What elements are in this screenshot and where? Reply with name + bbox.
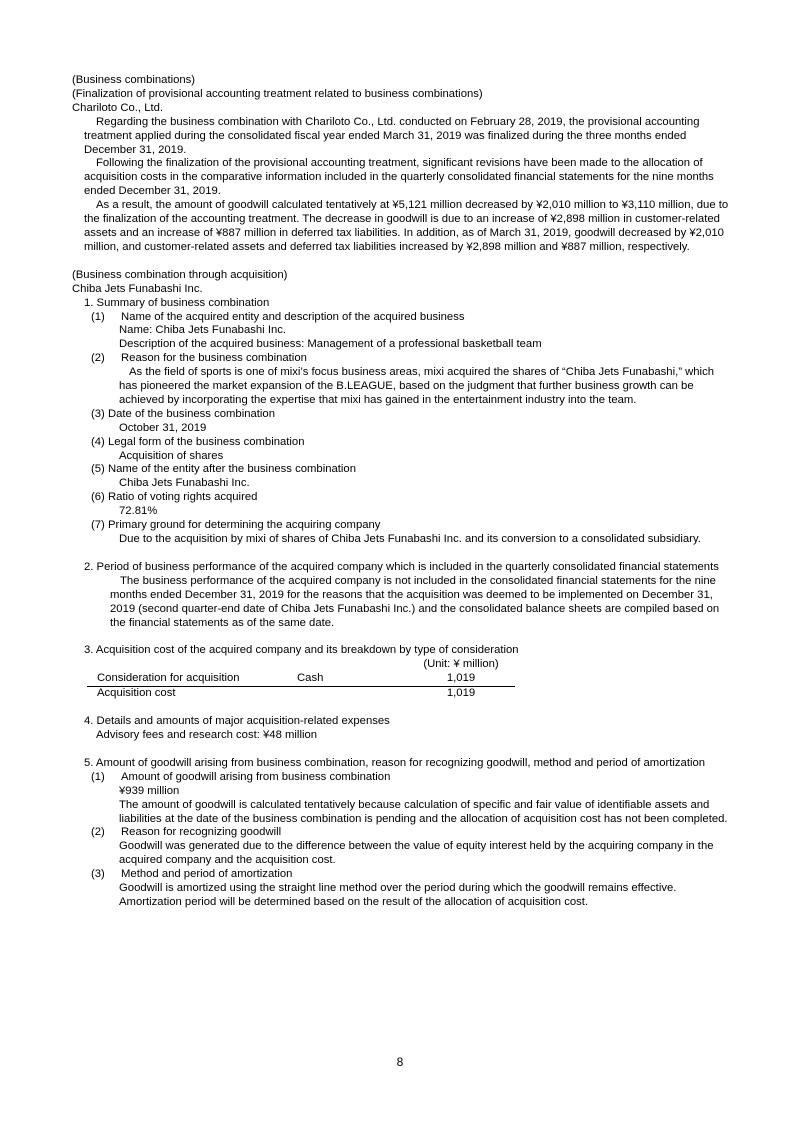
company-name: Chariloto Co., Ltd. — [72, 101, 164, 114]
item-title: 4. Details and amounts of major acquisition-related expenses — [84, 715, 390, 728]
section-subheading: (Finalization of provisional accounting treatment related to business combinations) — [72, 87, 483, 100]
company-name: Chiba Jets Funabashi Inc. — [72, 282, 203, 295]
acquisition-cost-table — [87, 658, 515, 701]
sub-item-title: (4) Legal form of the business combination — [91, 435, 305, 448]
sub-item-title: (5) Name of the entity after the business combination — [91, 463, 356, 476]
sub-item-text: Goodwill was generated due to the difference between the value of equity interest held by the acquiring company in the acquired company and the acquisition cost. — [119, 840, 714, 867]
paragraph: Regarding the business combination with Chariloto Co., Ltd. conducted on February 28, 2019, the provisional accounting treatment applied during the consolidated fiscal year ended March 31, 2019 was finalized during the three months ended December 31, 2019. — [84, 115, 700, 156]
sub-item-number: (1) — [91, 310, 105, 323]
section-heading: (Business combinations) — [72, 74, 196, 86]
section-heading: (Business combination through acquisition) — [72, 268, 288, 281]
item-title: 5. Amount of goodwill arising from business combination, reason for recognizing goodwill, method and period of amortization — [84, 756, 706, 769]
table-cell-value: 1,019 — [446, 687, 476, 700]
sub-item-title: (6) Ratio of voting rights acquired — [91, 491, 258, 504]
sub-item-title: Method and period of amortization — [121, 868, 293, 881]
table-cell-type: Cash — [297, 672, 407, 686]
paragraph: As a result, the amount of goodwill calculated tentatively at ¥5,121 million decreased by ¥2,010 million to ¥3,110 million, due to the finalization of the accounting treatment. The decrease in goodwill is due to an increase of ¥2,898 million in customer-related assets and an increase of ¥887 million in deferred tax liabilities. In addition, as of March 31, 2019, goodwill decreased by ¥2,010 million, and customer-related assets and deferred tax liabilities increased by ¥2,898 million and ¥887 million, respectively. — [84, 199, 729, 253]
sub-item-number: (2) — [91, 826, 105, 839]
table-cell-label: Acquisition cost — [97, 687, 176, 700]
sub-item-value: Chiba Jets Funabashi Inc. — [119, 477, 250, 490]
sub-item — [72, 311, 732, 325]
sub-item-value: Acquisition of shares — [119, 449, 224, 462]
sub-item-title: (7) Primary ground for determining the acquiring company — [91, 519, 381, 532]
unit-label: (Unit: ¥ million) — [423, 658, 499, 671]
sub-item — [72, 771, 732, 785]
sub-item — [72, 352, 732, 366]
item-text: The business performance of the acquired company is not included in the consolidated financial statements for the nine months ended December 31, 2019 for the reasons that the acquisition was deemed to be implemented on December 31, 2019 (second quarter-end date of Chiba Jets Funabashi Inc.) and the consolidated balance sheets are compiled based on the financial statements as of the same date. — [110, 574, 720, 629]
table-cell-type — [297, 687, 407, 701]
sub-item — [72, 826, 732, 840]
page-number: 8 — [396, 1055, 404, 1069]
item-title: 1. Summary of business combination — [84, 296, 270, 309]
sub-item-number: (3) — [91, 868, 105, 881]
paragraph: Following the finalization of the provisional accounting treatment, significant revisions have been made to the allocation of acquisition costs in the comparative information included in the quarterly consolidated financial statements for the nine months ended December 31, 2019. — [84, 157, 714, 198]
sub-item-value: 72.81% — [119, 505, 158, 518]
sub-item-title: (3) Date of the business combination — [91, 407, 275, 420]
table-row — [87, 687, 515, 701]
sub-item — [72, 868, 732, 882]
sub-item-value: Description of the acquired business: Management of a professional basketball team — [119, 338, 542, 351]
sub-item-title: Name of the acquired entity and description of the acquired business — [121, 310, 465, 323]
sub-item-text: As the field of sports is one of mixi’s focus business areas, mixi acquired the shares of “Chiba Jets Funabashi,” which has pioneered the market expansion of the B.LEAGUE, based on the judgment that further business growth can be achieved by incorporating the expertise that mixi has gained in the entertainment industry into the team. — [119, 366, 714, 406]
item-title: 2. Period of business performance of the acquired company which is included in the quarterly consolidated financial statements — [84, 560, 719, 573]
sub-item-text: Goodwill is amortized using the straight line method over the period during which the goodwill remains effective. Amortization period will be determined based on the result of the allocation of acquisition cost. — [119, 882, 677, 908]
sub-item-text: The amount of goodwill is calculated tentatively because calculation of specific and fair value of identifiable assets and liabilities at the date of the business combination is pending and the allocation of acquisition cost has not been completed. — [119, 798, 728, 825]
sub-item-title: Reason for recognizing goodwill — [121, 826, 282, 839]
item-text: Advisory fees and research cost: ¥48 million — [96, 728, 318, 741]
document-page — [72, 74, 732, 910]
sub-item-title: Amount of goodwill arising from business combination — [121, 770, 391, 783]
item-title: 3. Acquisition cost of the acquired company and its breakdown by type of consideration — [84, 644, 519, 657]
sub-item-number: (2) — [91, 352, 105, 365]
sub-item-value: ¥939 million — [119, 784, 180, 797]
sub-item-title: Reason for the business combination — [121, 352, 307, 365]
sub-item-value: Name: Chiba Jets Funabashi Inc. — [119, 324, 287, 337]
table-row — [87, 672, 515, 686]
sub-item-value: October 31, 2019 — [119, 421, 207, 434]
table-cell-value: 1,019 — [407, 672, 515, 686]
sub-item-value: Due to the acquisition by mixi of shares of Chiba Jets Funabashi Inc. and its conversion to a consolidated subsidiary. — [119, 533, 701, 545]
sub-item-number: (1) — [91, 770, 105, 783]
table-cell-label: Consideration for acquisition — [87, 672, 297, 686]
